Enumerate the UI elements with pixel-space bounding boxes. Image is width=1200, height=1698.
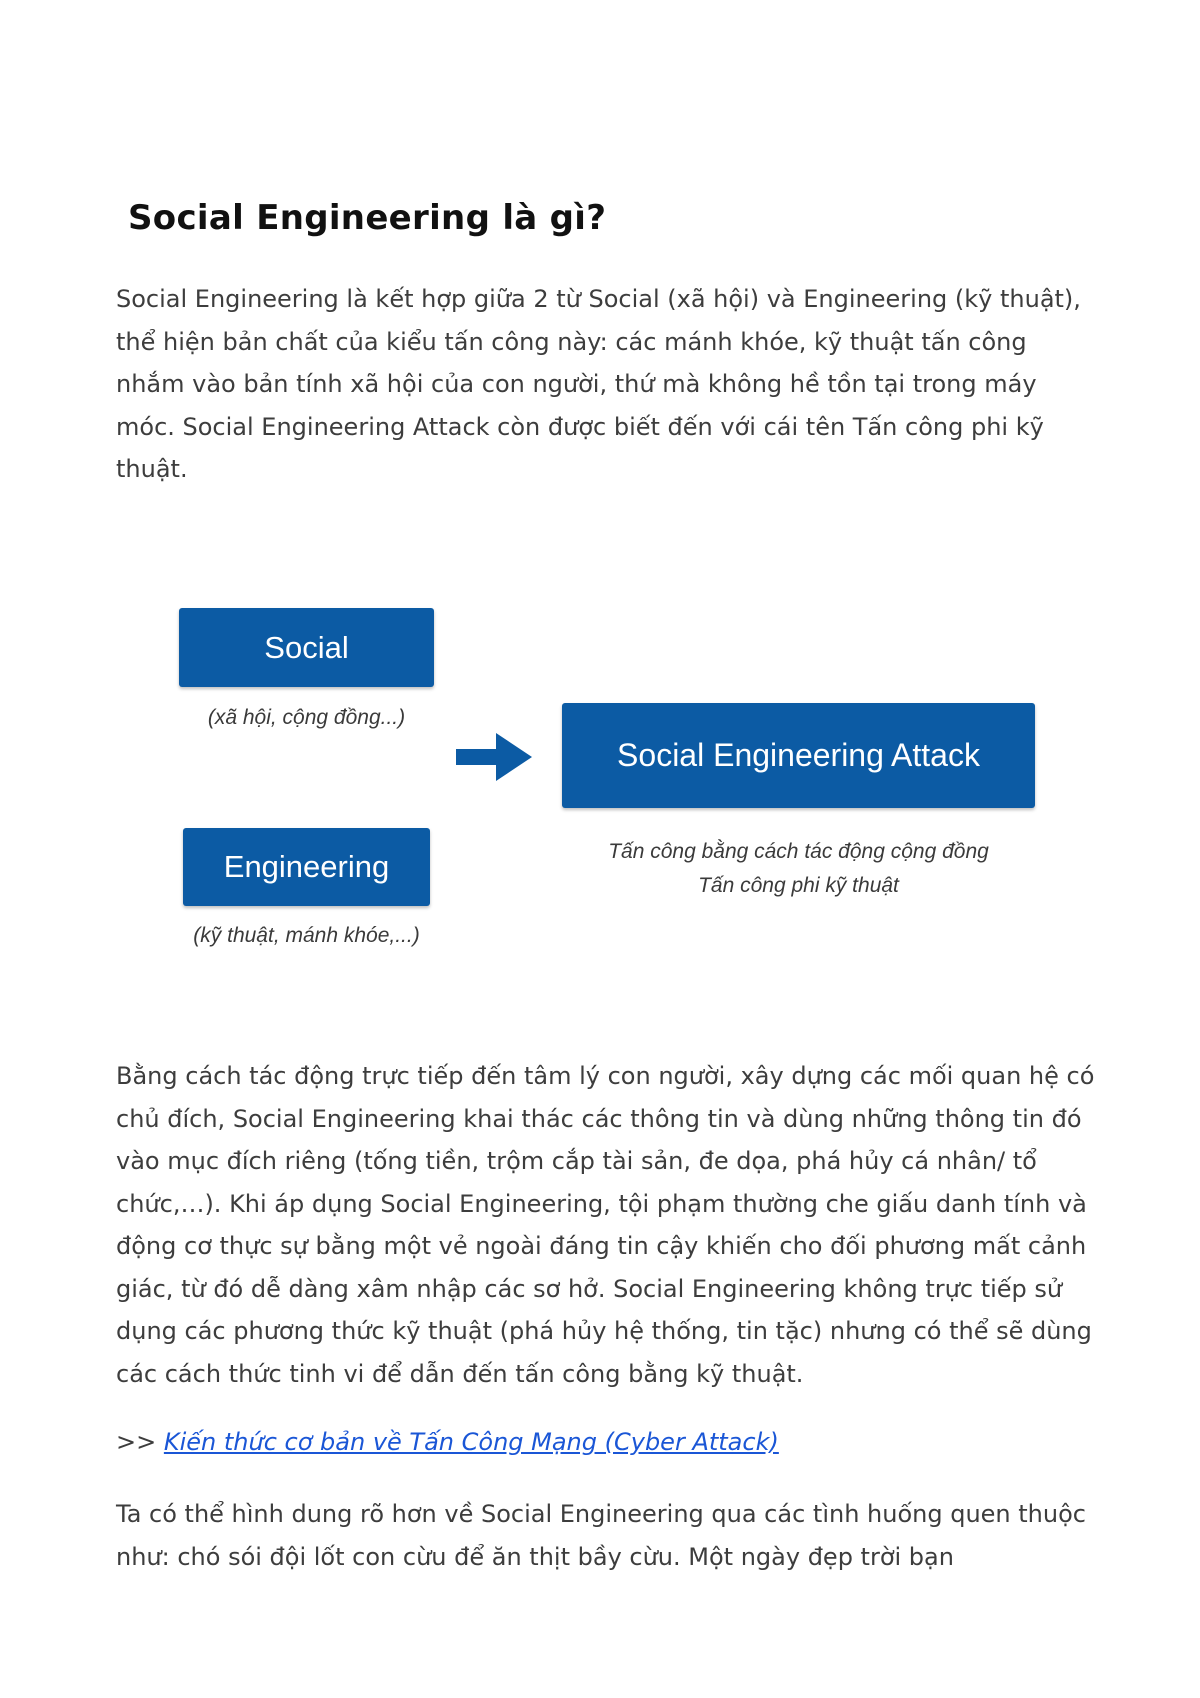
social-box bbox=[179, 608, 434, 687]
attack-caption-line-2: Tấn công phi kỹ thuật bbox=[698, 874, 899, 897]
engineering-box-label: Engineering bbox=[223, 849, 390, 884]
related-prefix: >> bbox=[116, 1428, 164, 1456]
closing-paragraph: Ta có thể hình dung rõ hơn về Social Engineering qua các tình huống quen thuộc như: chó sói đội lốt con cừu để ăn thịt bầy cừu. Một ngày đẹp trời bạn bbox=[116, 1500, 1086, 1571]
cyber-attack-link[interactable]: Kiến thức cơ bản về Tấn Công Mạng (Cyber Attack) bbox=[163, 1428, 779, 1456]
related-link-line bbox=[116, 1421, 779, 1463]
social-engineering-attack-box bbox=[562, 703, 1035, 808]
arrow-right-icon bbox=[456, 733, 532, 781]
page-title: Social Engineering là gì? bbox=[128, 198, 607, 238]
intro-paragraph: Social Engineering là kết hợp giữa 2 từ Social (xã hội) và Engineering (kỹ thuật), thể hiện bản chất của kiểu tấn công này: các mánh khóe, kỹ thuật tấn công nhắm vào bản tính xã hội của con người, thứ mà không hề tồn tại trong máy móc. Social Engineering Attack còn được biết đến với cái tên Tấn công phi kỹ thuật. bbox=[116, 285, 1081, 483]
body-paragraph: Bằng cách tác động trực tiếp đến tâm lý con người, xây dựng các mối quan hệ có chủ đích, Social Engineering khai thác các thông tin và dùng những thông tin đó vào mục đích riêng (tống tiền, trộm cắp tài sản, đe dọa, phá hủy cá nhân/ tổ chức,…). Khi áp dụng Social Engineering, tội phạm thường che giấu danh tính và động cơ thực sự bằng một vẻ ngoài đáng tin cậy khiến cho đối phương mất cảnh giác, từ đó dễ dàng xâm nhập các sơ hở. Social Engineering không trực tiếp sử dụng các phương thức kỹ thuật (phá hủy hệ thống, tin tặc) nhưng có thể sẽ dùng các cách thức tinh vi để dẫn đến tấn công bằng kỹ thuật. bbox=[116, 1062, 1095, 1388]
social-caption: (xã hội, cộng đồng...) bbox=[207, 706, 406, 729]
engineering-box bbox=[183, 828, 430, 906]
attack-caption-line-1: Tấn công bằng cách tác động cộng đồng bbox=[608, 840, 989, 863]
social-box-label: Social bbox=[264, 629, 349, 665]
engineering-caption: (kỹ thuật, mánh khóe,...) bbox=[193, 924, 420, 947]
attack-box-label: Social Engineering Attack bbox=[617, 737, 980, 773]
